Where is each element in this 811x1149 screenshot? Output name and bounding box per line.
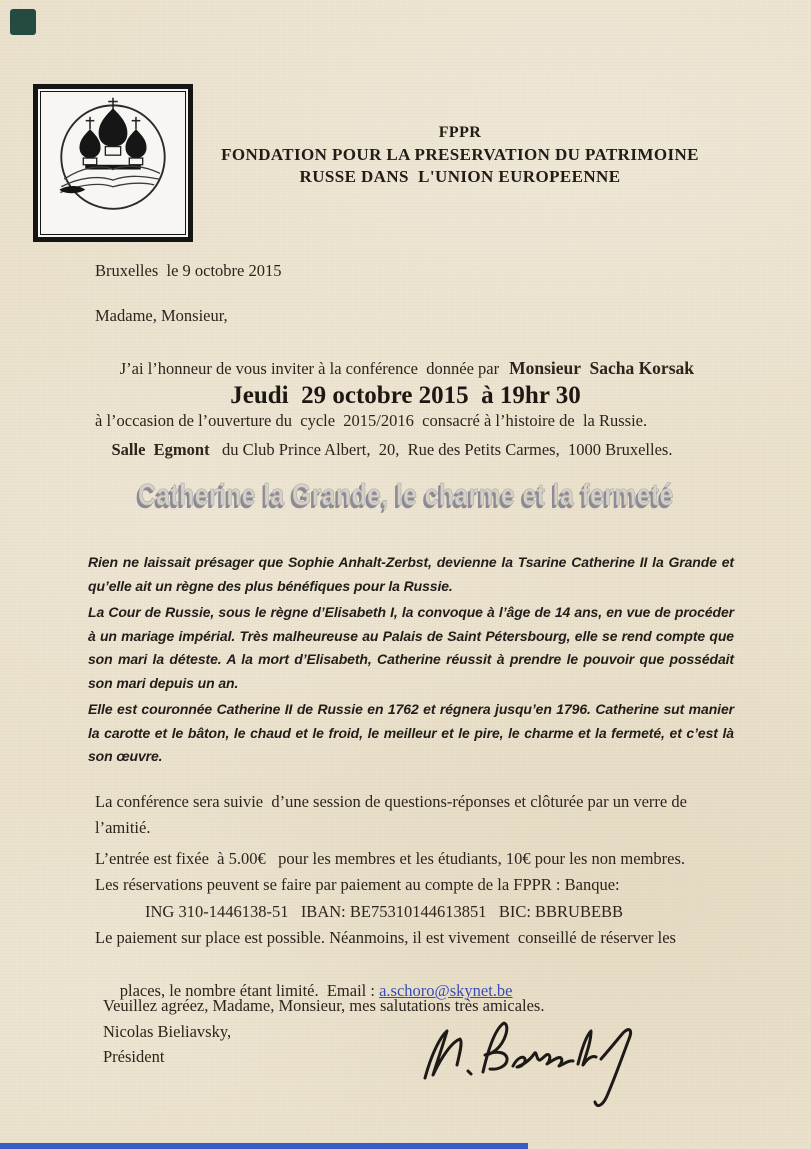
event-datetime: Jeudi 29 octobre 2015 à 19hr 30	[230, 382, 581, 409]
scan-artifact-bottom-strip	[0, 1143, 528, 1149]
bio-paragraph: La Cour de Russie, sous le règne d’Elisabeth I, la convoque à l’âge de 14 ans, en vue de procéder à un mariage impérial. Très malheureuse au Palais de Saint Pétersbourg, elle se rend compte que son mari la déteste. A la mort d’Elisabeth, Catherine réussit à prendre le pouvoir que possédait son mari depuis un an.	[88, 604, 734, 691]
closing-formula: Veuillez agréez, Madame, Monsieur, mes salutations très amicales.	[103, 996, 545, 1015]
bio-paragraph: Elle est couronnée Catherine II de Russie en 1762 et régnera jusqu’en 1796. Catherine sut manier la carotte et le bâton, le chaud et le froid, le meilleur et le pire, le charme et la fermeté, et c’est là son œuvre.	[88, 701, 734, 764]
signatory-name: Nicolas Bieliavsky,	[103, 1021, 232, 1041]
pricing-line: L’entrée est fixée à 5.00€ pour les membres et les étudiants, 10€ pour les non membres.	[95, 849, 686, 868]
church-domes-book-icon	[45, 92, 181, 226]
payment-note-line1: Le paiement sur place est possible. Néanmoins, il est vivement conseillé de réserver les	[95, 928, 676, 948]
org-name-line1: FONDATION POUR LA PRESERVATION DU PATRIMOINE	[221, 145, 699, 164]
venue-name: Salle Egmont	[111, 440, 210, 459]
dateline: Bruxelles le 9 octobre 2015	[95, 261, 282, 280]
bio-paragraph: Rien ne laissait présager que Sophie Anhalt-Zerbst, devienne la Tsarine Catherine II la Grande et qu’elle ait un règne des plus bénéfiques pour la Russie.	[88, 554, 734, 594]
letter-opening	[95, 303, 694, 434]
biography-section	[88, 551, 734, 772]
org-name-line2: RUSSE DANS L'UNION EUROPEENNE	[299, 167, 621, 186]
bank-details: ING 310-1446138-51 IBAN: BE75310144613851 BIC: BBRUBEBB	[145, 901, 624, 921]
email-link[interactable]: a.schoro@skynet.be	[379, 981, 513, 1001]
salutation: Madame, Monsieur,	[95, 306, 228, 325]
signature-drawing	[415, 998, 655, 1113]
organization-header	[180, 122, 740, 188]
venue-address: du Club Prince Albert, 20, Rue des Petits Carmes, 1000 Bruxelles.	[209, 440, 673, 459]
signatory-title: Président	[103, 1047, 165, 1066]
org-acronym: FPPR	[438, 124, 482, 141]
handwritten-signature	[415, 998, 655, 1118]
invitation-line2: à l’occasion de l’ouverture du cycle 2015/2016 consacré à l’histoire de la Russie.	[95, 411, 648, 430]
reservation-line: Les réservations peuvent se faire par paiement au compte de la FPPR : Banque:	[95, 875, 620, 895]
session-note: La conférence sera suivie d’une session de questions-réponses et clôturée par un verre de l’amitié.	[95, 792, 687, 837]
payment-note-text: places, le nombre étant limité. Email :	[119, 981, 380, 1001]
scan-artifact-corner-square	[10, 9, 36, 35]
speaker-name: Monsieur Sacha Korsak	[509, 358, 694, 378]
venue-line	[95, 420, 672, 480]
invitation-text: J’ai l’honneur de vous inviter à la conférence donnée par	[119, 359, 500, 378]
lecture-title: Catherine la Grande, le charme et la fermeté	[137, 477, 674, 512]
fppr-logo	[33, 84, 193, 242]
